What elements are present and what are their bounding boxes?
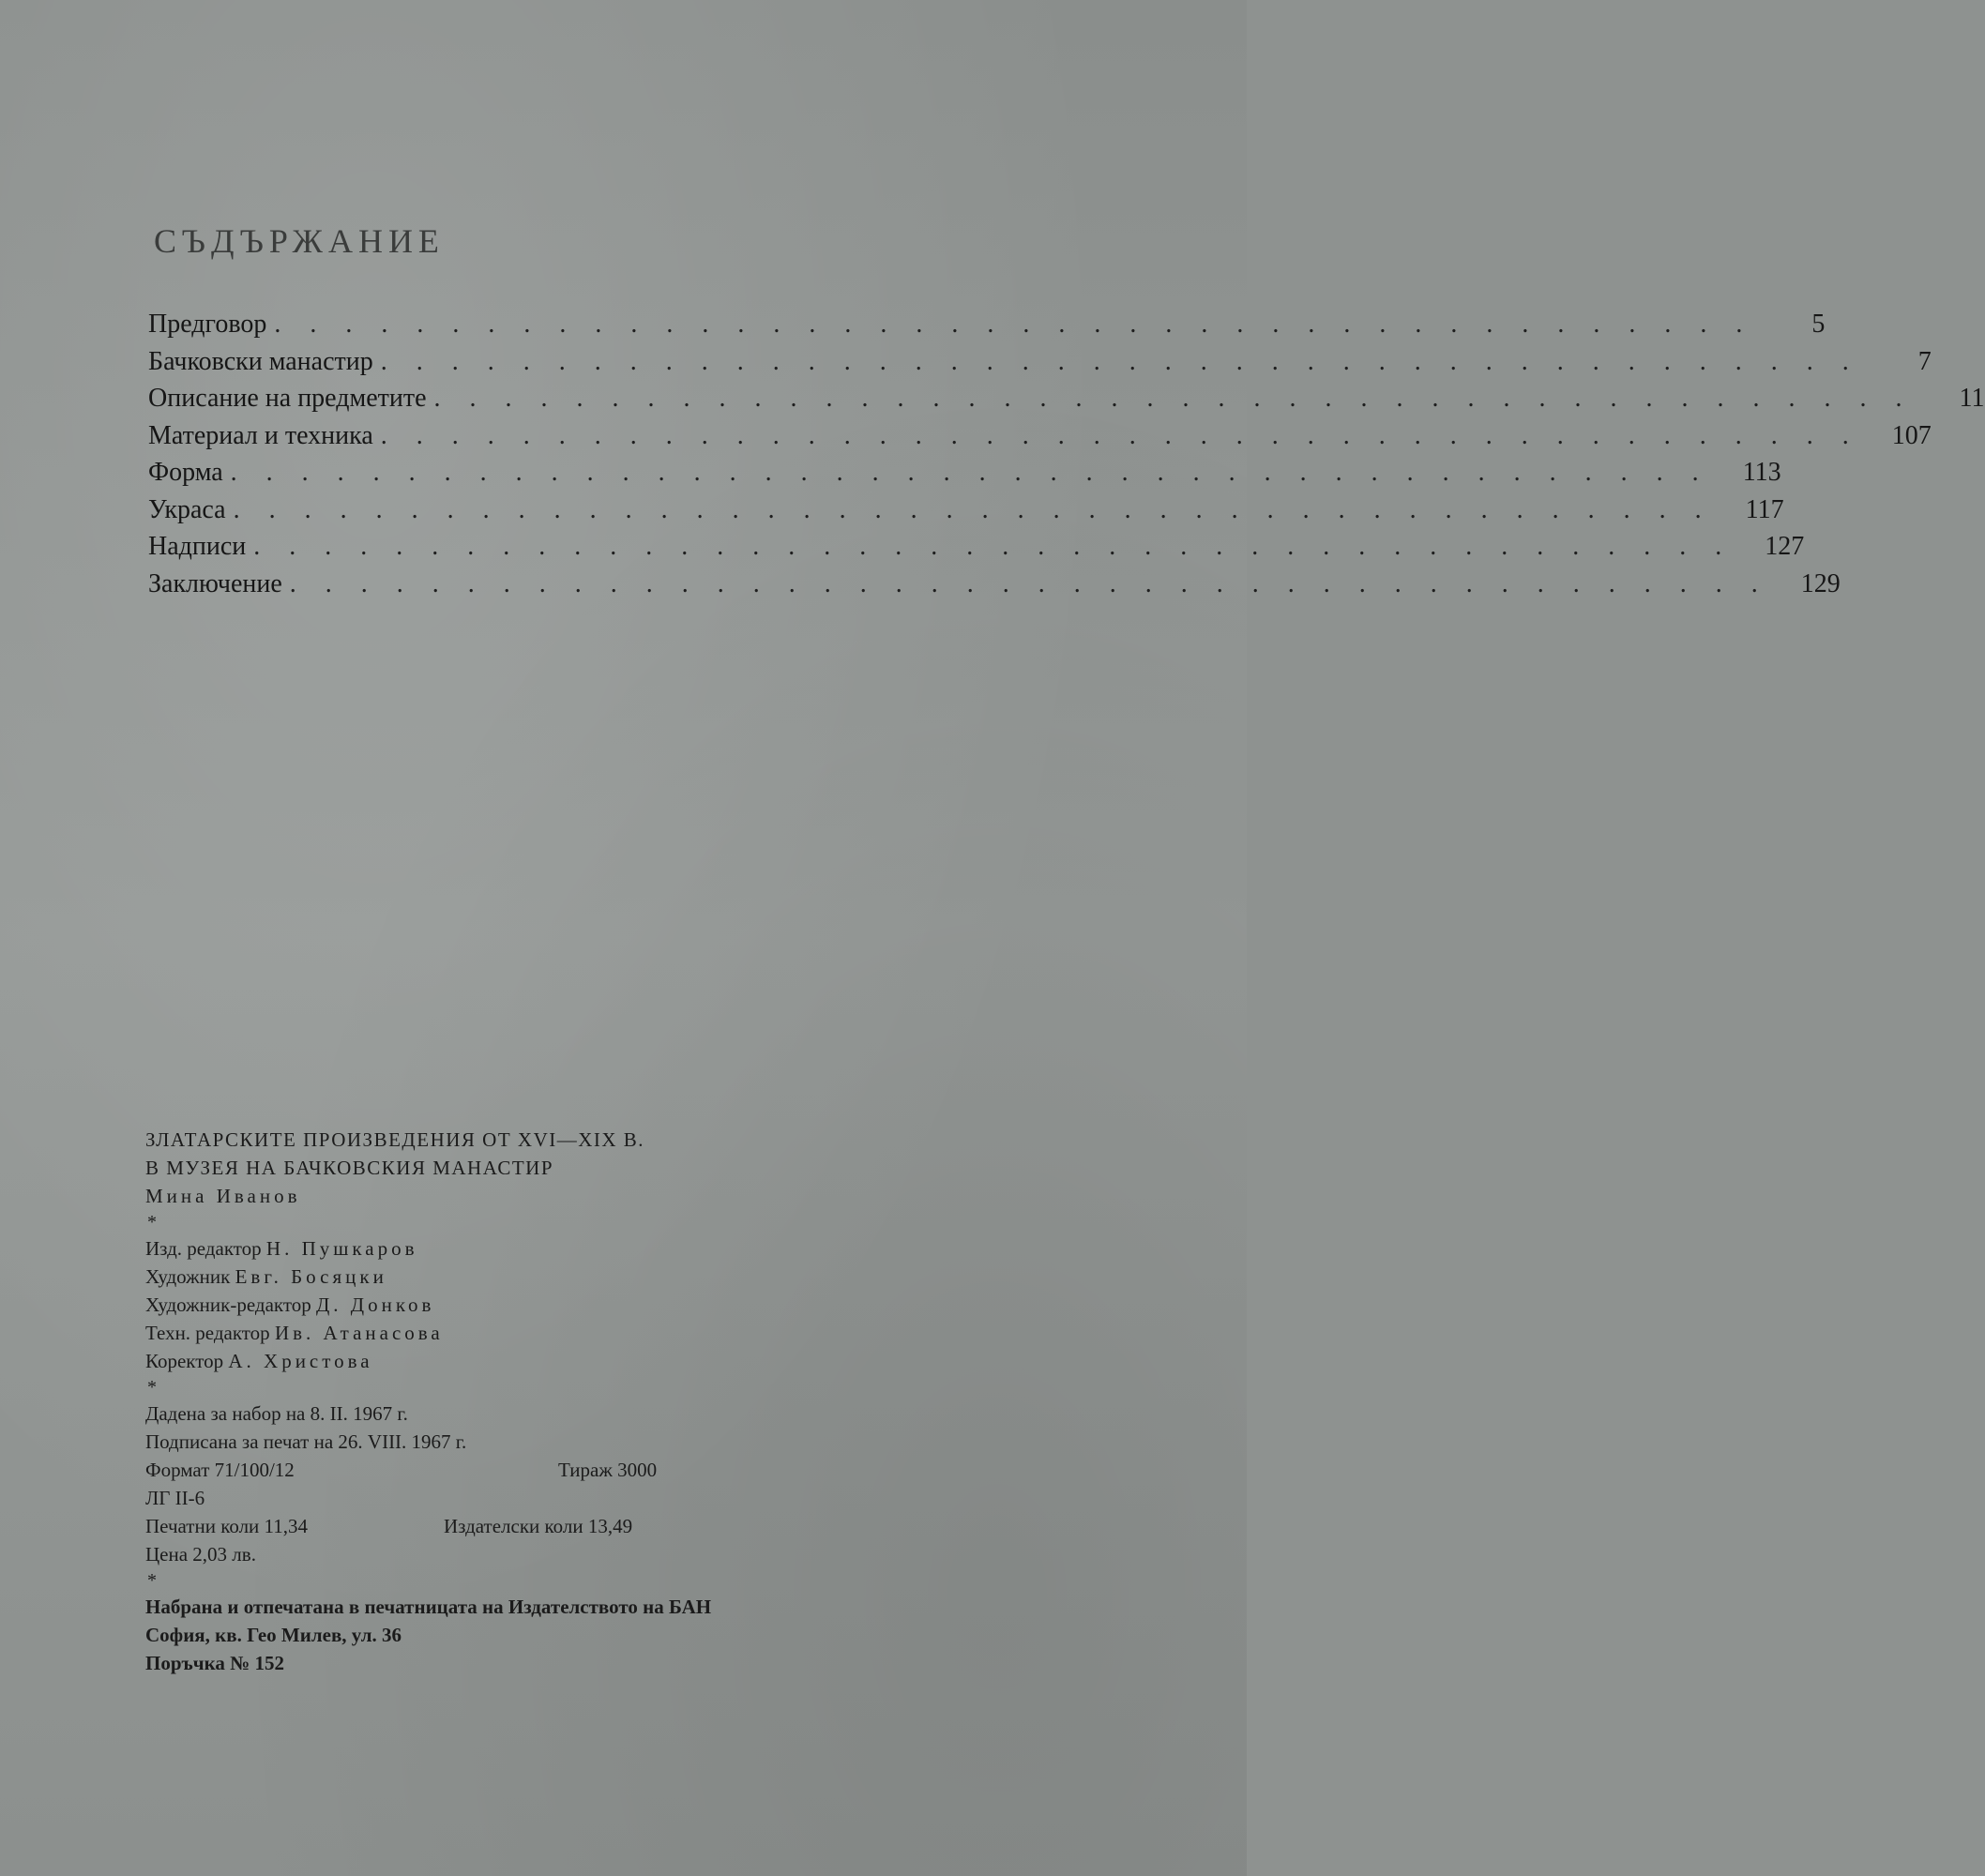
credit-role: Изд. редактор — [145, 1237, 262, 1260]
book-title-line: ЗЛАТАРСКИТЕ ПРОИЗВЕДЕНИЯ ОТ XVI—XIX В. — [145, 1128, 645, 1151]
toc-entry — [148, 566, 1841, 603]
toc-entry-label: Украса — [148, 494, 226, 524]
toc-leader-dots: . . . . . . . . . . . . . . . . . . . . . . . . . . . . . . . . . . . . . . . . . . — [274, 310, 1754, 339]
toc-leader-dots: . . . . . . . . . . . . . . . . . . . . . . . . . . . . . . . . . . . . . . . . . . — [433, 384, 1914, 413]
printer-address: София, кв. Гео Милев, ул. 36 — [145, 1624, 402, 1646]
format-info: Формат 71/100/12 — [145, 1459, 295, 1481]
set-date: Дадена за набор на 8. II. 1967 г. — [145, 1402, 408, 1425]
credit-line — [145, 1291, 896, 1319]
toc-entry — [148, 528, 1805, 566]
credit-role: Коректор — [145, 1350, 224, 1372]
toc-leader-dots: . . . . . . . . . . . . . . . . . . . . . . . . . . . . . . . . . . . . . . . . . . — [289, 568, 1769, 598]
toc-entry-label: Форма — [148, 458, 223, 487]
order-number: Поръчка № 152 — [145, 1652, 284, 1674]
credit-name: А. Христова — [228, 1350, 373, 1372]
credit-line — [145, 1263, 896, 1291]
credit-name: Д. Донков — [315, 1294, 435, 1316]
toc-entry — [148, 306, 1826, 343]
price: Цена 2,03 лв. — [145, 1543, 256, 1566]
toc-entry-page: 7 — [1917, 346, 1932, 376]
toc-entry-page: 129 — [1800, 568, 1841, 598]
toc-entry-label: Бачковски манастир — [148, 346, 373, 376]
colophon — [145, 1126, 896, 1677]
toc-leader-dots: . . . . . . . . . . . . . . . . . . . . . . . . . . . . . . . . . . . . . . . . . . — [380, 420, 1860, 450]
toc-entry-label: Надписи — [148, 532, 247, 561]
toc-entry-page: 127 — [1765, 532, 1805, 561]
credit-name: Н. Пушкаров — [265, 1237, 418, 1260]
toc-entry-page: 11 — [1959, 384, 1985, 413]
toc-entry-page: 117 — [1745, 494, 1784, 524]
toc-entry-label: Заключение — [148, 568, 282, 598]
credit-role: Художник — [145, 1265, 231, 1288]
credit-line — [145, 1234, 896, 1263]
separator-asterisk: * — [147, 1212, 157, 1233]
credit-role: Художник-редактор — [145, 1294, 311, 1316]
signed-date: Подписана за печат на 26. VIII. 1967 г. — [145, 1430, 467, 1453]
toc-entry-label: Описание на предметите — [148, 384, 427, 413]
format-row — [145, 1456, 896, 1484]
print-run: Тираж 3000 — [558, 1459, 658, 1481]
toc-entry — [148, 343, 1932, 381]
separator-asterisk: * — [147, 1377, 157, 1398]
toc-entry-page: 107 — [1891, 420, 1932, 450]
toc-leader-dots: . . . . . . . . . . . . . . . . . . . . . . . . . . . . . . . . . . . . . . . . . . — [253, 532, 1734, 561]
toc-entry — [148, 492, 1784, 529]
toc-entry-label: Материал и техника — [148, 420, 373, 450]
printer-line: Набрана и отпечатана в печатницата на Издателството на БАН — [145, 1596, 712, 1618]
author-name: Мина Иванов — [145, 1185, 301, 1207]
toc-entry — [148, 454, 1781, 492]
credit-name: Ив. Атанасова — [274, 1322, 444, 1344]
toc-title: СЪДЪРЖАНИЕ — [154, 222, 445, 260]
toc-list — [148, 306, 1985, 602]
toc-leader-dots: . . . . . . . . . . . . . . . . . . . . . . . . . . . . . . . . . . . . . . . . . . — [380, 346, 1860, 376]
credit-line — [145, 1347, 896, 1375]
sheets-row — [145, 1512, 896, 1540]
credit-name: Евг. Босяцки — [235, 1265, 387, 1288]
book-title-line: В МУЗЕЯ НА БАЧКОВСКИЯ МАНАСТИР — [145, 1157, 554, 1179]
toc-entry-label: Предговор — [148, 310, 267, 339]
toc-entry — [148, 380, 1985, 417]
toc-entry-page: 5 — [1811, 310, 1826, 339]
print-sheets: Печатни коли 11,34 — [145, 1515, 309, 1537]
separator-asterisk: * — [147, 1570, 157, 1591]
credit-line — [145, 1319, 896, 1347]
toc-entry-page: 113 — [1742, 458, 1781, 487]
toc-entry — [148, 417, 1932, 455]
lg-code: ЛГ II-6 — [145, 1487, 205, 1509]
toc-leader-dots: . . . . . . . . . . . . . . . . . . . . . . . . . . . . . . . . . . . . . . . . . . — [230, 458, 1710, 487]
toc-leader-dots: . . . . . . . . . . . . . . . . . . . . . . . . . . . . . . . . . . . . . . . . . . — [233, 494, 1713, 524]
credit-role: Техн. редактор — [145, 1322, 270, 1344]
publisher-sheets: Издателски коли 13,49 — [444, 1515, 633, 1537]
